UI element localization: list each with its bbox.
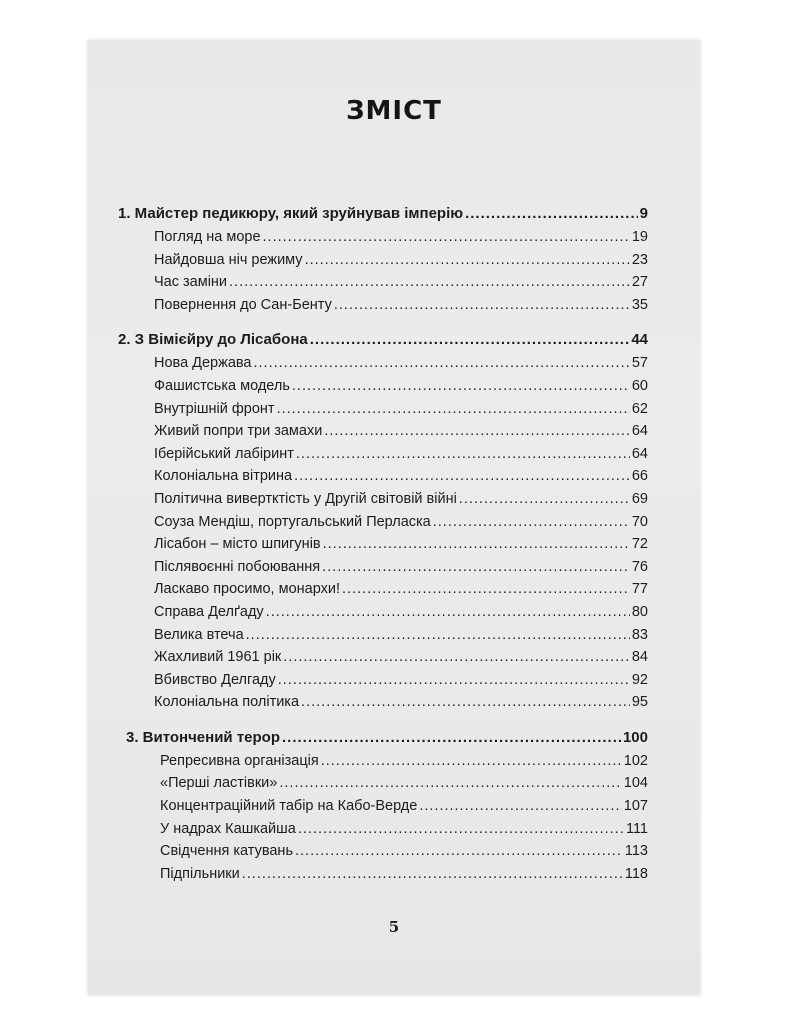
entry-page: 64: [631, 423, 648, 440]
dot-leader: [279, 775, 621, 791]
entry-title: Репресивна організація: [160, 752, 319, 769]
entry-title: Вбивство Делгаду: [154, 671, 276, 688]
toc-entry[interactable]: [118, 604, 648, 627]
dot-leader: [465, 205, 638, 222]
entry-title: Колоніальна вітрина: [154, 468, 293, 485]
toc-entry[interactable]: [118, 672, 648, 695]
toc-entry[interactable]: [118, 821, 648, 844]
chapter-title: 2. З Вімієйру до Лісабона: [118, 331, 308, 349]
dot-leader: [324, 423, 630, 439]
toc-entry[interactable]: [118, 627, 648, 650]
toc-entry[interactable]: [118, 468, 648, 491]
dot-leader: [298, 821, 624, 837]
entry-page: 35: [631, 296, 648, 313]
entry-page: 113: [624, 843, 648, 860]
dot-leader: [459, 491, 630, 507]
entry-title: Післявоєнні побоювання: [154, 558, 321, 575]
entry-title: Найдовша ніч режиму: [154, 251, 303, 268]
toc-entry[interactable]: [118, 401, 648, 424]
entry-page: 83: [631, 626, 648, 643]
entry-page: 104: [623, 775, 648, 792]
dot-leader: [334, 297, 630, 313]
chapter-page: 44: [631, 331, 648, 349]
toc-entry[interactable]: [118, 649, 648, 672]
dot-leader: [277, 401, 630, 417]
entry-page: 107: [623, 798, 648, 815]
toc-entry[interactable]: [118, 297, 648, 320]
toc-entry[interactable]: [118, 446, 648, 469]
entry-page: 64: [631, 445, 648, 462]
entry-title: Ласкаво просимо, монархи!: [154, 581, 340, 598]
toc-entry[interactable]: [118, 753, 648, 776]
entry-title: Велика втеча: [154, 626, 244, 643]
entry-title: Концентраційний табір на Кабо-Верде: [160, 798, 418, 815]
entry-title: Соуза Мендіш, португальський Перласка: [154, 513, 431, 530]
dot-leader: [301, 694, 630, 710]
entry-title: Живий попри три замахи: [154, 423, 323, 440]
entry-page: 80: [631, 603, 648, 620]
dot-leader: [296, 446, 630, 462]
toc-entry[interactable]: [118, 843, 648, 866]
toc-chapter-1[interactable]: [118, 205, 648, 229]
dot-leader: [254, 355, 630, 371]
dot-leader: [292, 378, 630, 394]
dot-leader: [342, 581, 630, 597]
toc-chapter-3[interactable]: [118, 729, 648, 753]
toc-entry[interactable]: [118, 866, 648, 889]
entry-title: «Перші ластівки»: [160, 775, 278, 792]
entry-page: 19: [631, 229, 648, 245]
dot-leader: [283, 649, 630, 665]
toc-entry[interactable]: [118, 378, 648, 401]
entry-page: 76: [631, 558, 648, 575]
dot-leader: [242, 866, 623, 882]
entry-page: 69: [631, 490, 648, 507]
dot-leader: [295, 843, 623, 859]
toc-entry[interactable]: [118, 536, 648, 559]
entry-title: Лісабон – місто шпигунів: [154, 536, 321, 553]
entry-title: Справа Делґаду: [154, 603, 264, 620]
chapter-page: 100: [622, 728, 648, 746]
entry-page: 60: [631, 377, 648, 394]
entry-title: Підпільники: [160, 865, 240, 882]
dot-leader: [305, 252, 630, 268]
entry-title: Нова Держава: [154, 355, 252, 372]
entry-page: 77: [631, 581, 648, 598]
entry-page: 92: [631, 671, 648, 688]
entry-page: 72: [631, 536, 648, 553]
entry-page: 118: [624, 865, 648, 882]
dot-leader: [310, 331, 630, 348]
dot-leader: [246, 627, 630, 643]
entry-title: Жахливий 1961 рік: [154, 649, 282, 666]
toc-entry[interactable]: [118, 274, 648, 297]
toc-chapter-2[interactable]: [118, 331, 648, 355]
entry-title: Іберійський лабіринт: [154, 445, 294, 462]
chapter-page: 9: [639, 205, 648, 222]
dot-leader: [229, 274, 630, 290]
toc-entry[interactable]: [118, 694, 648, 717]
page-title: ЗМІСТ: [346, 96, 442, 126]
entry-title: Колоніальна політика: [154, 694, 300, 711]
entry-title: Повернення до Сан-Бенту: [154, 296, 332, 313]
toc-entry[interactable]: [118, 559, 648, 582]
toc-entry[interactable]: [118, 252, 648, 275]
dot-leader: [321, 753, 622, 769]
dot-leader: [323, 536, 630, 552]
dot-leader: [419, 798, 621, 814]
dot-leader: [433, 514, 630, 530]
entry-page: 70: [631, 513, 648, 530]
dot-leader: [322, 559, 630, 575]
entry-title: У надрах Кашкайша: [160, 820, 296, 837]
entry-page: 27: [631, 274, 648, 291]
toc-entry[interactable]: [118, 514, 648, 537]
entry-title: Погляд на море: [154, 229, 261, 245]
dot-leader: [294, 468, 630, 484]
chapter-title: 3. Витончений терор: [126, 728, 280, 746]
entry-page: 111: [625, 820, 648, 837]
entry-page: 23: [631, 251, 648, 268]
toc-entry[interactable]: [118, 798, 648, 821]
table-of-contents: [118, 205, 648, 888]
page-number: 5: [388, 918, 400, 936]
entry-page: 95: [631, 694, 648, 711]
entry-title: Час заміни: [154, 274, 228, 291]
toc-entry[interactable]: [118, 581, 648, 604]
dot-leader: [263, 229, 630, 245]
entry-title: Свідчення катувань: [160, 843, 293, 860]
entry-title: Фашистська модель: [154, 377, 290, 394]
entry-title: Політична вивертктість у Другій світовій війні: [154, 490, 457, 507]
toc-entry[interactable]: [118, 491, 648, 514]
entry-page: 102: [623, 752, 648, 769]
entry-title: Внутрішній фронт: [154, 400, 275, 417]
entry-page: 62: [631, 400, 648, 417]
toc-entry[interactable]: [118, 355, 648, 378]
toc-entry[interactable]: [118, 423, 648, 446]
toc-entry[interactable]: [118, 229, 648, 252]
dot-leader: [278, 672, 630, 688]
entry-page: 57: [631, 355, 648, 372]
dot-leader: [266, 604, 630, 620]
dot-leader: [282, 729, 621, 746]
toc-entry[interactable]: [118, 775, 648, 798]
book-page: [88, 40, 700, 995]
chapter-title: 1. Майстер педикюру, який зруйнував імперію: [118, 205, 464, 222]
entry-page: 66: [631, 468, 648, 485]
entry-page: 84: [631, 649, 648, 666]
